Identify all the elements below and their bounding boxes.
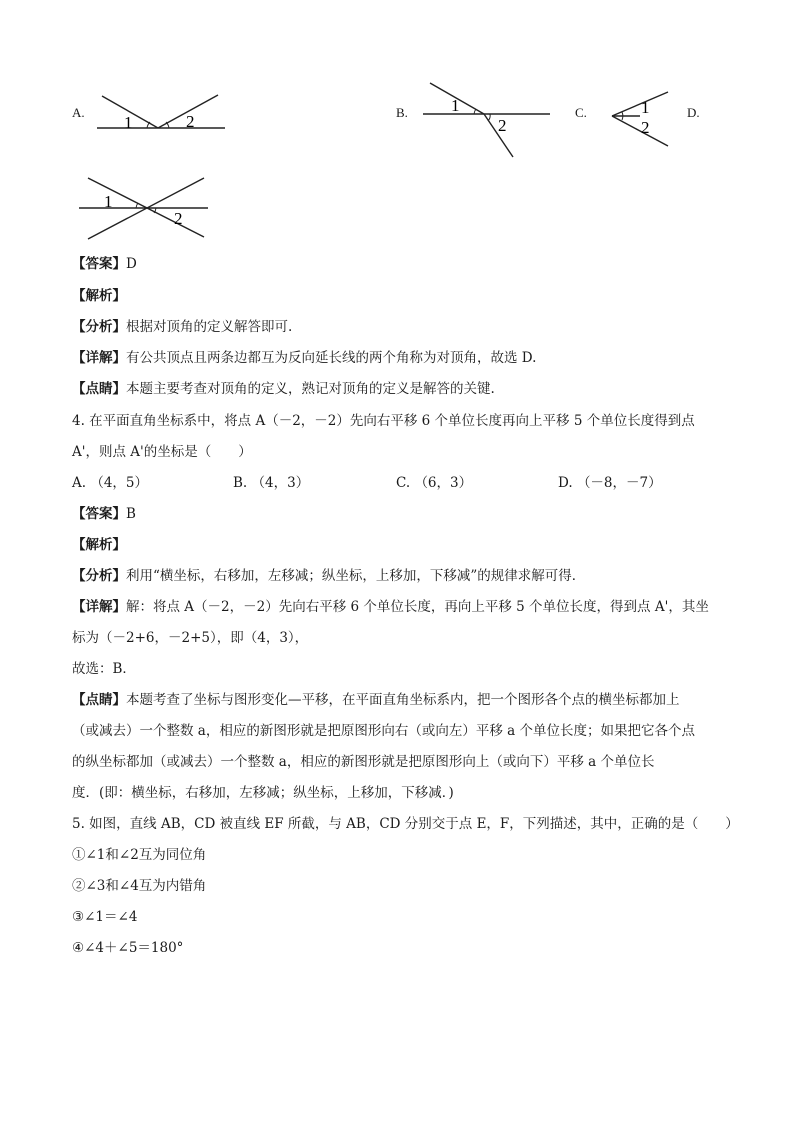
figure-c: [606, 88, 676, 150]
angle-2-label: 2: [174, 209, 183, 228]
q3-xiangjie: 【详解】有公共顶点且两条边都互为反向延长线的两个角称为对顶角，故选 D.: [72, 350, 537, 366]
q4-answer: 【答案】B: [72, 506, 136, 522]
q4-stem-line1: 4. 在平面直角坐标系中，将点 A（－2，－2）先向右平移 6 个单位长度再向上平移 5 个单位长度得到点: [72, 413, 695, 429]
q4-fenxi: 【分析】利用“横坐标，右移加，左移减；纵坐标，上移加，下移减”的规律求解可得．: [72, 568, 586, 584]
q3-fenxi: 【分析】根据对顶角的定义解答即可.: [72, 319, 293, 335]
q4-dianjing-line4: 度．(即：横坐标，右移加，左移减；纵坐标，上移加，下移减．): [72, 785, 454, 801]
option-label: C.: [575, 105, 587, 120]
q4-option-c: C. （6，3）: [396, 475, 473, 491]
q3-dianjing: 【点睛】本题主要考查对顶角的定义，熟记对顶角的定义是解答的关键.: [72, 381, 495, 397]
option-label: A.: [72, 105, 85, 120]
angle-2-label: 2: [498, 116, 507, 135]
angle-1-label: 1: [104, 192, 113, 211]
figure-d: [74, 174, 214, 244]
figure-a: [92, 92, 232, 137]
figure-b: [418, 80, 558, 160]
q4-analysis-heading: 【解析】: [72, 537, 126, 553]
q5-statement-3: ③∠1＝∠4: [72, 909, 138, 925]
q4-dianjing-line2: （或减去）一个整数 a，相应的新图形就是把原图形向右（或向左）平移 a 个单位长度；如果把它各个点: [72, 723, 695, 739]
q4-xiangjie-line2: 标为（－2+6，－2+5），即（4，3），: [72, 630, 309, 646]
option-label-d: D.: [687, 105, 700, 120]
angle-2-label: 2: [641, 118, 650, 137]
q4-option-a: A. （4，5）: [72, 475, 149, 491]
angle-2-label: 2: [186, 112, 195, 131]
q5-statement-1: ①∠1和∠2互为同位角: [72, 847, 207, 863]
q5-statement-4: ④∠4＋∠5＝180°: [72, 940, 184, 956]
angle-1-label: 1: [451, 96, 460, 115]
q4-dianjing-line3: 的纵坐标都加（或减去）一个整数 a，相应的新图形就是把原图形向上（或向下）平移 a 个单位长: [72, 754, 655, 770]
q5-statement-2: ②∠3和∠4互为内错角: [72, 878, 207, 894]
q4-option-d: D. （－8，－7）: [558, 475, 662, 491]
q4-option-b: B. （4，3）: [233, 475, 310, 491]
angle-1-label: 1: [641, 98, 650, 117]
angle-1-label: 1: [124, 113, 133, 132]
q3-answer: 【答案】D: [72, 256, 137, 272]
q3-analysis-heading: 【解析】: [72, 288, 126, 304]
q4-xiangjie-line3: 故选：B．: [72, 661, 136, 677]
q4-stem-line2: A'，则点 A'的坐标是（ ）: [72, 444, 252, 460]
q5-stem: 5. 如图，直线 AB，CD 被直线 EF 所截，与 AB，CD 分别交于点 E，F，下列描述，其中，正确的是（ ）: [72, 816, 739, 832]
q4-xiangjie-line1: 【详解】解：将点 A（－2，－2）先向右平移 6 个单位长度，再向上平移 5 个单位长度，得到点 A'，其坐: [72, 599, 709, 615]
option-label: B.: [396, 105, 408, 120]
q4-dianjing-line1: 【点睛】本题考查了坐标与图形变化—平移，在平面直角坐标系内，把一个图形各个点的横坐标都加上: [72, 692, 680, 708]
